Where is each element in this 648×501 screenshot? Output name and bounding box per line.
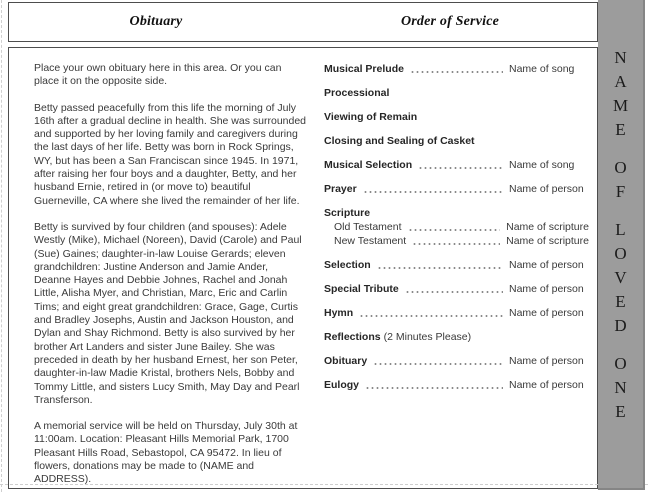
service-item <box>324 87 589 100</box>
dotted-leader <box>408 229 501 231</box>
service-item <box>324 207 589 220</box>
obituary-text-block <box>34 62 306 500</box>
service-item <box>324 259 589 272</box>
order-of-service-title: Order of Service <box>400 14 500 29</box>
banner-letter: N <box>614 48 627 67</box>
dotted-leader <box>363 191 503 193</box>
dotted-leader <box>359 315 503 317</box>
banner-word <box>614 156 626 204</box>
service-item <box>324 135 589 148</box>
obituary-paragraph: Betty is survived by four children (and spouses): Adele Westly (Mike), Michael (Noreen), David (Carole) and Paul (Sue) Gaines; daughter-in-law Louise Gerards; eleven grandchildren: Justine Anderson and Jamie Ander, Deanne Hayes and Debbie Johnes, Rachel and Jonah Little, Alisha Myer, and Christian, Marc, Eric and Carlin Tims; and eight great grandchildren: Grace, Gage, Curtis and Bradley Josephs, Austin and Jackson Houston, and Dylan and Shay Richmond. Betty is also survived by her brother Art Landers and sister June Bailey. She was preceded in death by her husband Ernest, her son Peter, daughter-in-law Madie Kristal, brothers Nels, Bobby and Tommy Little, and sisters Lucy Smith, May Day and Pearl Transferson. <box>34 220 302 406</box>
service-item-value: Name of person <box>509 183 584 195</box>
content-panel <box>8 47 598 489</box>
banner-letter: N <box>614 378 627 397</box>
service-item-value: Name of person <box>509 379 584 391</box>
banner-word <box>614 218 626 338</box>
service-item <box>324 159 589 172</box>
header-cell-left <box>9 3 303 41</box>
obituary-paragraph: Betty passed peacefully from this life the morning of July 16th after a gradual decline in health. She was surrounded and supported by her loving family and caregivers during the last days of her life. Betty was born in Rock Springs, WY, but has been a San Franciscan since 1945. In 1971, after raising her four boys and a daughter, Betty, and her husband Ernie, retired in (or move to) beautiful Guerneville, CA where she lived the remainder of her life. <box>34 101 307 207</box>
banner-letter: E <box>615 120 626 139</box>
service-item <box>324 183 589 196</box>
name-of-loved-one-banner <box>598 0 645 490</box>
service-item-label: Musical Prelude <box>324 63 404 75</box>
obituary-paragraph: Place your own obituary here in this area. Or you can place it on the opposite side. <box>34 62 282 88</box>
dotted-leader <box>373 363 503 365</box>
banner-letter: L <box>615 220 626 239</box>
banner-word <box>613 46 628 142</box>
order-of-service-list <box>324 63 589 403</box>
service-item-label: Processional <box>324 87 390 99</box>
service-item-label: Obituary <box>324 355 368 367</box>
service-item <box>324 111 589 124</box>
service-item-label: Selection <box>324 259 371 271</box>
banner-letter: O <box>614 244 627 263</box>
service-item-value: Name of scripture <box>506 221 589 233</box>
service-item <box>324 379 589 392</box>
header-bar <box>8 2 598 42</box>
banner-letter: O <box>614 354 627 373</box>
bottom-trim-line <box>0 484 648 485</box>
service-item-value: Name of person <box>509 259 584 271</box>
dotted-leader <box>410 71 503 73</box>
service-item-label: Hymn <box>324 307 354 319</box>
header-cell-right <box>303 3 597 41</box>
service-item <box>324 283 589 296</box>
left-trim-line <box>1 0 2 492</box>
service-item-label: Scripture <box>324 207 371 219</box>
service-item <box>324 221 589 234</box>
banner-letter: E <box>615 402 626 421</box>
service-item-note: (2 Minutes Please) <box>383 331 472 343</box>
obituary-paragraph: A memorial service will be held on Thursday, July 30th at 11:00am. Location: Pleasant Hills Memorial Park, 1700 Pleasant Hills Road, Sebastopol, CA 95472. In lieu of flowers, donations may be made to (NAME and ADDRESS). <box>34 420 298 486</box>
service-item-label: Special Tribute <box>324 283 399 295</box>
dotted-leader <box>365 387 503 389</box>
service-item-value: Name of person <box>509 283 584 295</box>
service-item <box>324 331 589 344</box>
banner-letter: D <box>614 316 627 335</box>
obituary-title: Obituary <box>129 14 183 29</box>
service-item-label: Closing and Sealing of Casket <box>324 135 475 147</box>
dotted-leader <box>412 243 500 245</box>
banner-letter: O <box>614 158 627 177</box>
banner-letter: F <box>615 182 626 201</box>
service-item-label: Viewing of Remain <box>324 111 418 123</box>
service-item-label: Old Testament <box>334 221 402 233</box>
dotted-leader <box>418 167 503 169</box>
service-item-value: Name of person <box>509 307 584 319</box>
service-item-value: Name of scripture <box>506 235 589 247</box>
service-item <box>324 307 589 320</box>
service-item-label: Eulogy <box>324 379 360 391</box>
service-item-value: Name of song <box>509 159 575 171</box>
banner-letter: E <box>615 292 626 311</box>
service-item-label: New Testament <box>334 235 407 247</box>
service-item <box>324 63 589 76</box>
service-item-label: Reflections <box>324 331 381 343</box>
service-item-label: Prayer <box>324 183 357 195</box>
dotted-leader <box>405 291 503 293</box>
banner-word <box>614 352 626 424</box>
banner-letter: V <box>614 268 627 287</box>
service-item <box>324 355 589 368</box>
dotted-leader <box>377 267 503 269</box>
service-item-value: Name of person <box>509 355 584 367</box>
banner-letter: M <box>612 96 629 115</box>
service-item-value: Name of song <box>509 63 575 75</box>
service-item <box>324 235 589 248</box>
service-item-label: Musical Selection <box>324 159 413 171</box>
banner-letter: A <box>614 72 627 91</box>
